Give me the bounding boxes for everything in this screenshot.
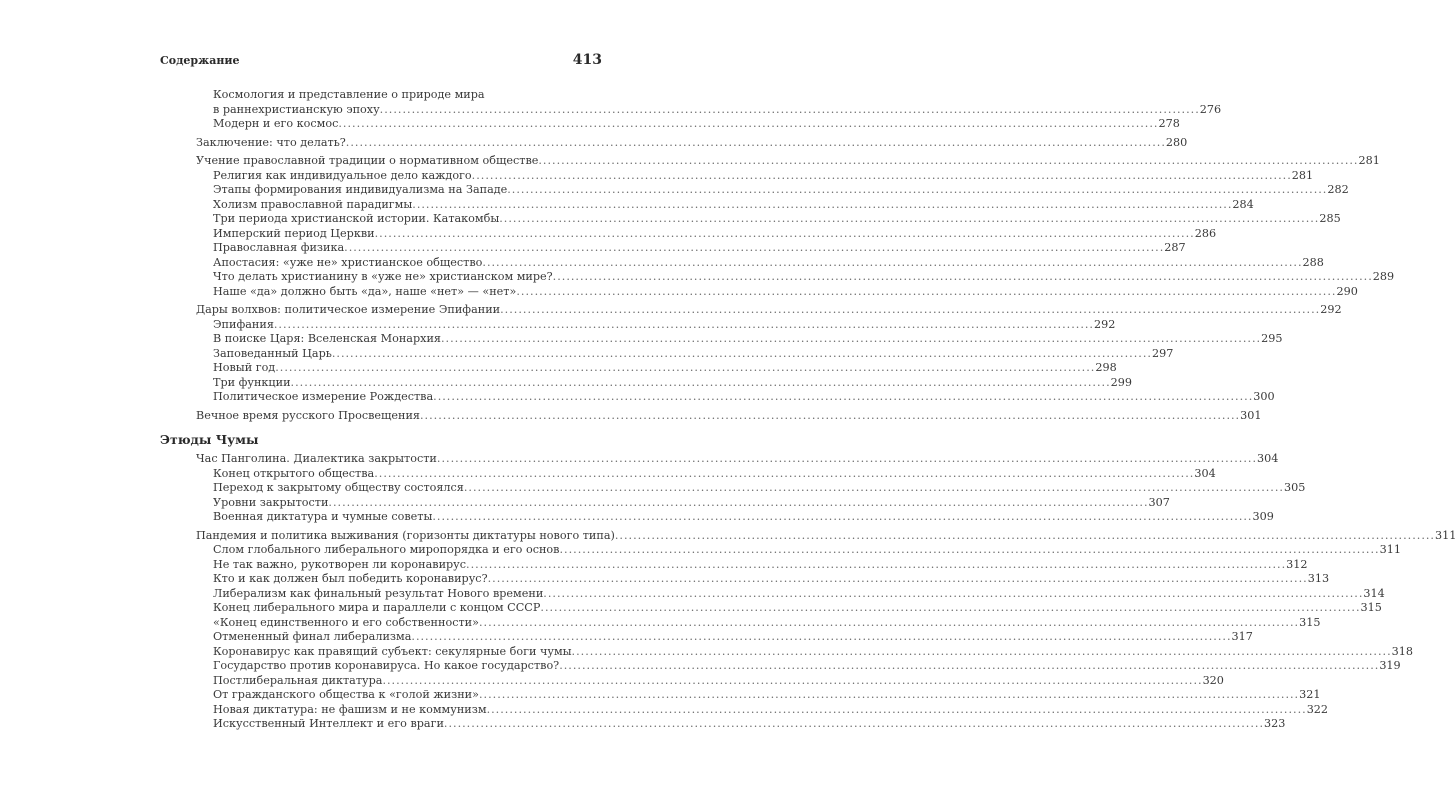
dot-leader <box>540 601 1360 616</box>
toc-entry-page: 319 <box>1379 659 1401 672</box>
toc-entry-page: 282 <box>1327 183 1349 196</box>
toc-entry-title: Конец открытого общества <box>213 466 375 480</box>
running-header-title: Содержание <box>160 54 240 67</box>
toc-entry-title: Не так важно, рукотворен ли коронавирус <box>213 557 467 571</box>
toc-subentry[interactable] <box>196 717 1286 732</box>
toc-subentry[interactable] <box>196 183 1349 198</box>
toc-subentry[interactable] <box>196 673 1224 689</box>
toc-entry-title: Наше «да» должно быть «да», наше «нет» — «нет» <box>213 284 517 298</box>
toc-entry-title: Час Панголина. Диалектика закрытости <box>196 452 437 465</box>
toc-entry-page: 287 <box>1164 241 1186 254</box>
toc-entry-title: в раннехристианскую эпоху <box>213 102 380 116</box>
toc-entry-title: Пандемия и политика выживания (горизонты диктатуры нового типа) <box>196 528 615 542</box>
dot-leader <box>543 587 1363 602</box>
toc-entry-page: 321 <box>1299 688 1321 701</box>
toc-subentry[interactable] <box>196 168 1314 184</box>
dot-leader <box>559 659 1379 674</box>
toc-entry-title: Эпифания <box>213 317 274 331</box>
toc-subentry[interactable] <box>196 255 1324 271</box>
toc-entry-page: 284 <box>1232 197 1254 211</box>
toc-entry-title: Православная физика <box>213 241 345 254</box>
page-number: 413 <box>572 52 602 68</box>
dot-leader <box>274 318 1094 333</box>
toc-entry-title: От гражданского общества к «голой жизни» <box>213 688 479 701</box>
toc-subentry[interactable] <box>196 241 1186 256</box>
toc-chapter-entry[interactable] <box>196 154 1380 169</box>
dot-leader <box>466 558 1286 573</box>
toc-entry-title: Либерализм как финальный результат Нового времени <box>213 586 544 600</box>
toc-entry-page: 301 <box>1240 408 1262 422</box>
dot-leader <box>479 688 1299 703</box>
toc-entry-title: Заключение: что делать? <box>196 135 346 149</box>
toc-entry-title: Искусственный Интеллект и его враги <box>213 717 444 730</box>
toc-subentry[interactable] <box>196 543 1401 558</box>
toc-entry-page: 298 <box>1095 361 1117 374</box>
dot-leader <box>433 390 1253 405</box>
toc-subentry[interactable] <box>196 644 1414 660</box>
toc-subentry[interactable] <box>196 702 1329 718</box>
toc-subentry[interactable] <box>196 688 1321 703</box>
dot-leader <box>382 674 1202 689</box>
toc-subentry[interactable] <box>196 284 1358 300</box>
toc-subentry[interactable] <box>196 212 1341 227</box>
toc-entry-page: 313 <box>1307 572 1330 585</box>
toc-entry-page: 290 <box>1336 284 1358 298</box>
toc-entry-title: Отмененный финал либерализма <box>213 630 412 643</box>
toc-subentry[interactable] <box>196 630 1253 645</box>
dot-leader <box>344 241 1164 256</box>
toc-chapter-entry[interactable] <box>196 135 1188 151</box>
dot-leader <box>464 481 1284 496</box>
toc-subentry[interactable] <box>196 375 1133 391</box>
table-of-contents <box>160 88 1456 732</box>
toc-entry-page: 281 <box>1358 154 1380 167</box>
dot-leader <box>432 510 1252 525</box>
toc-entry-page: 299 <box>1110 375 1133 389</box>
toc-entry-page: 318 <box>1391 644 1414 658</box>
toc-entry-page: 311 <box>1379 543 1401 556</box>
toc-entry-title: Слом глобального либерального миропорядка и его основ <box>213 543 560 556</box>
toc-entry-title: Кто и как должен был победить коронавирус? <box>213 572 488 585</box>
toc-entry-page: 292 <box>1094 317 1116 331</box>
toc-subentry[interactable] <box>196 495 1170 511</box>
toc-entry-page: 278 <box>1158 117 1180 130</box>
dot-leader <box>346 136 1166 151</box>
dot-leader <box>437 452 1257 467</box>
toc-entry-title: Модерн и его космос <box>213 117 339 130</box>
dot-leader <box>488 572 1308 587</box>
toc-subentry[interactable] <box>196 481 1306 496</box>
toc-entry-page: 281 <box>1291 168 1314 182</box>
dot-leader <box>507 183 1327 198</box>
dot-leader <box>375 227 1195 242</box>
toc-subentry[interactable] <box>196 466 1216 482</box>
toc-subentry[interactable] <box>196 615 1321 631</box>
toc-entry-page: 312 <box>1286 557 1308 571</box>
toc-entry-page: 317 <box>1231 630 1253 643</box>
toc-entry-page: 286 <box>1194 226 1217 240</box>
dot-leader <box>420 409 1240 424</box>
toc-subentry[interactable] <box>196 332 1283 347</box>
toc-entry-title: «Конец единственного и его собственности» <box>213 615 479 629</box>
toc-subentry[interactable] <box>196 572 1330 587</box>
dot-leader <box>412 198 1232 213</box>
toc-entry-page: 292 <box>1320 303 1342 316</box>
toc-entry-title: Дары волхвов: политическое измерение Эпифании <box>196 303 501 316</box>
toc-entry-title: Религия как индивидуальное дело каждого <box>213 168 472 182</box>
toc-subentry[interactable] <box>196 586 1385 602</box>
dot-leader <box>332 347 1152 362</box>
toc-entry-title: Имперский период Церкви <box>213 226 375 240</box>
toc-entry-title: Апостасия: «уже не» христианское общество <box>213 255 483 269</box>
toc-entry-title: Заповеданный Царь <box>213 346 332 360</box>
dot-leader <box>411 630 1231 645</box>
toc-subentry[interactable] <box>196 226 1217 242</box>
dot-leader <box>482 256 1302 271</box>
running-header <box>160 54 602 70</box>
toc-subentry[interactable] <box>196 557 1308 573</box>
toc-subentry[interactable] <box>196 390 1275 405</box>
toc-entry-page: 311 <box>1435 528 1456 542</box>
toc-entry-page: 304 <box>1257 452 1279 465</box>
dot-leader <box>615 529 1435 544</box>
dot-leader <box>572 645 1392 660</box>
dot-leader <box>338 117 1158 132</box>
toc-chapter-entry[interactable] <box>196 408 1262 424</box>
toc-entry-page: 300 <box>1253 390 1275 403</box>
toc-entry-page: 304 <box>1194 466 1216 480</box>
toc-entry-title: Три периода христианской истории. Катакомбы <box>213 212 500 225</box>
toc-entry-title: Холизм православной парадигмы <box>213 197 413 211</box>
dot-leader <box>516 285 1336 300</box>
toc-entry-page: 315 <box>1299 615 1321 629</box>
toc-entry-title: Что делать христианину в «уже не» христианском мире? <box>213 270 553 283</box>
toc-subentry[interactable] <box>196 601 1382 616</box>
toc-entry-page: 276 <box>1199 102 1222 116</box>
toc-entry-title-line: Космология и представление о природе мира <box>213 88 485 101</box>
dot-leader <box>479 616 1299 631</box>
dot-leader <box>374 467 1194 482</box>
dot-leader <box>291 376 1111 391</box>
toc-subentry[interactable] <box>196 197 1254 213</box>
toc-entry-title: В поиске Царя: Вселенская Монархия <box>213 332 441 345</box>
toc-entry-title: Военная диктатура и чумные советы <box>213 510 433 523</box>
toc-subentry[interactable] <box>196 361 1117 376</box>
dot-leader <box>444 717 1264 732</box>
toc-entry-title: Политическое измерение Рождества <box>213 390 434 403</box>
toc-entry-page: 285 <box>1319 212 1341 225</box>
dot-leader <box>472 169 1292 184</box>
toc-chapter-entry[interactable] <box>196 303 1342 318</box>
toc-chapter-entry[interactable] <box>196 452 1279 467</box>
dot-leader <box>441 332 1261 347</box>
toc-entry-page: 309 <box>1252 510 1274 523</box>
toc-entry-title: Постлиберальная диктатура <box>213 673 383 687</box>
toc-entry-title: Уровни закрытости <box>213 495 329 509</box>
toc-entry-title: Государство против коронавируса. Но какое государство? <box>213 659 560 672</box>
toc-subentry[interactable] <box>196 346 1174 362</box>
toc-entry-title: Три функции <box>213 375 291 389</box>
toc-entry-page: 307 <box>1148 495 1170 509</box>
dot-leader <box>499 212 1319 227</box>
toc-entry-title: Новый год <box>213 361 276 374</box>
dot-leader <box>538 154 1358 169</box>
dot-leader <box>380 103 1200 118</box>
toc-entry-title: Этапы формирования индивидуализма на Западе <box>213 183 508 196</box>
toc-subentry[interactable] <box>196 270 1395 285</box>
toc-subentry[interactable] <box>196 117 1180 132</box>
toc-entry-page: 305 <box>1283 481 1306 494</box>
toc-entry-title: Учение православной традиции о нормативном обществе <box>196 154 539 167</box>
section-heading: Этюды Чумы <box>160 432 259 447</box>
toc-entry-page: 289 <box>1372 270 1395 283</box>
toc-entry-title: Переход к закрытому обществу состоялся <box>213 481 464 494</box>
toc-entry-page: 314 <box>1363 586 1385 600</box>
dot-leader <box>559 543 1379 558</box>
toc-entry-page: 288 <box>1302 255 1324 269</box>
dot-leader <box>275 361 1095 376</box>
dot-leader <box>500 303 1320 318</box>
dot-leader <box>553 270 1373 285</box>
toc-subentry[interactable] <box>196 317 1116 333</box>
toc-subentry[interactable] <box>196 659 1401 674</box>
toc-entry-page: 315 <box>1360 601 1382 614</box>
toc-entry-page: 295 <box>1261 332 1283 345</box>
toc-entry-title: Вечное время русского Просвещения <box>196 408 420 422</box>
toc-entry-title: Новая диктатура: не фашизм и не коммунизм <box>213 702 487 716</box>
toc-entry-title: Конец либерального мира и параллели с концом СССР <box>213 601 541 614</box>
toc-subentry[interactable] <box>196 102 1222 118</box>
dot-leader <box>487 703 1307 718</box>
toc-subentry[interactable] <box>196 510 1274 525</box>
toc-entry-page: 323 <box>1264 717 1286 730</box>
toc-entry-page: 280 <box>1165 135 1188 149</box>
toc-entry-title: Коронавирус как правящий субъект: секулярные боги чумы <box>213 644 572 658</box>
toc-entry-page: 322 <box>1306 702 1329 716</box>
toc-entry-page: 297 <box>1151 346 1174 360</box>
toc-chapter-entry[interactable] <box>196 528 1456 544</box>
toc-entry-page: 320 <box>1202 673 1224 687</box>
dot-leader <box>328 496 1148 511</box>
